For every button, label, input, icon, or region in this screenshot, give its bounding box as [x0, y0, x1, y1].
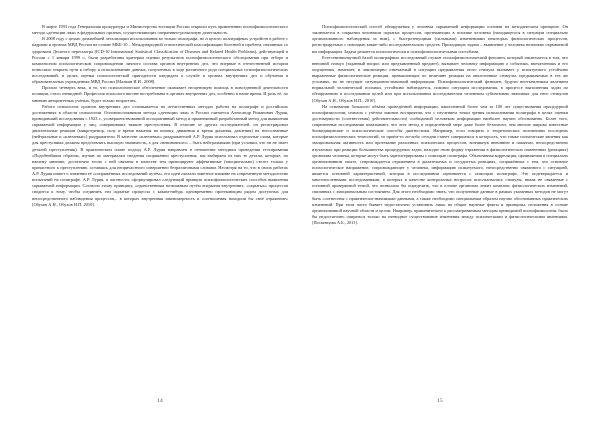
- paragraph: Психофизиологический способ обнаружения у человека скрываемой информации основан на методическом принципе. Он заключается в сокрытии человеком скрытых процессов, протекающих в психике человека (находящегося в ситуации специально организованного наблюдения за ним), с быстротекущими (сильными) изменениями некоторых физиологических процессов, регистрируемых с помощью какие-либо исследовательских средств. Приходящих задача – выявление у человека возможно скрываемой им информации. Задача решается психологически и психофизиологическими способами.: [312, 24, 568, 54]
- paragraph: Естественнонаучной базой полиграфных исследований служит психофизиологический феномен, который заключается в том, что внешний стимул (заданный вопрос или предъявленный предмет), вызывает человеку информацию о событиях, впечатлениях и его ощущениях, намекает, и закономерно отвечаемый в ситуации предъявления этого стимула вызывает у испытуемого устойчиво выраженные физиологические реакции, превышающие по величине реакции на аналогичные стимулы, предъявляемые в тех же условиях, но не несущие ситуационно-значимой информации. Психофизиологический феномен, будучи неотъемлемым явлением нормальной человеческой психики, устойчиво наблюдается, помимо ситуации исследования, в процессе выполнения задач по обнаружению в исследовании целей или при использовании исследователем человеком субъективно значимых для него стимулов [Обухов А.Н., Обухов И.П., 2010].: [312, 54, 568, 103]
- paragraph: Прошло четверть века, и то, что психологическое обеспечение оказывает неоценимую помощь в повседневной деятельности полиции, стало очевидной. Профессия психолога вполне востребована в органах внутренних дел, особенно в наше время. И роль её, по мнению авторитетных учёных, будет только возрастать.: [32, 85, 288, 103]
- left-page-text: [32, 24, 288, 384]
- paragraph: Работа психологов органов внутренних дел основывается на отечественных методах работы на полиграфе и российских достижениях в области психологии. Основоположником метода «детекции лжи» в России считается Александр Романович Лурия, проводивший исследования с 1923 г., усовершенствованной ассоциативный метод и применяемый разработанный метод для выявления скрываемой информации у лиц, совершивших тяжкие преступления. В отличие от других исследователей, он регистрировал двигательные реакции (микротремор, силу и время нажатия на кнопку, движения и время дыхания, давления) на неосознанные (нейтральные и «ключевые») раздражители. В качестве «ключевых» раздражителей А.Р. Лурия использовал отдельные слова, которые для преступника должны представлять высокую значимость, а для «невиновного» – быть нейтральными (при условии, что он не знает деталей преступления). В практическом плане подход А.Р. Лурия направлен в отношении методики проведения тестирования «Подобнейшим образом, изучив по материалам сведения сопряжённо преступления, мы выбираем из них те детали, которые, по нашему мнению, достаточно тесно с ней связаны в качестве тем провоцируют аффективные (эмоционально) стелет только у причастного к преступлению, оставаясь для непричастного совершенно безразличными словами. Несмотря на то, что в своих работах А.Р. Лурия пишет о значении её «сопряжённых исследований путём», его идеи оказали заметное влияние на современную методологию испытаний на полиграфе. А.Р. Лурия, в частности, сформулировал следующий принцип психофизиологических способов выявления скрываемой информации. Согласно этому принципу, «единственным возможным путём вскрытия внутренних, «скрытых» процессов сводится к тому, чтобы соединить эти скрытые процессы с каким-нибудь одновременно протекающим рядом доступных для непосредственного наблюдения процессов,.. в которых внутренняя закономерность и соотношения находили бы своё отражение» [Обухов А.Н., Обухов И.П. 2010].: [32, 103, 288, 207]
- right-page-number: 15: [437, 398, 443, 404]
- left-page: [32, 24, 288, 384]
- left-page-number: 14: [157, 398, 163, 404]
- paragraph: На основании большого объёма проведённой информации, накопленной более чем за 100 лет существования процедурной психофизиологии, сначала с учётом законов восприятия, что с изучением точки зрения использования полиграфа в целях оценки достоверности (соответствия) действительности) сообщаемой человеком информации наиболее научно обоснованно. Более того, современные исследования показывают, что этот метод в определённой мере даже более безопасен, чем многие широко известные биомедицинские и психологические способы диагностики. Например, если говорить о теоретических положениях последних психофизиологических технологий, то приём-то ли-либо сегодня станет совершаться в которость, что также психические явления как эмоциональная активность или протекание различных психических процессов, возникнув внешнюю и памятью, непосредственно изучаемых при реакции большинства процедурных задач, находит свою форму отражения в физиологических изменениях (реакциях) организма человека, которые могут быть зарегистрированы с помощью полиграфа. Объективная корреляция, проявляемая в специально организованном опыте, сопровождается отражением в дыхательных и сосудистых реакциях, сопряжённых с тем, что основное психологическое напряжение, сопровождающее у человека, информацию испытуемого, непосредственно связанного с ситуацией, является основной характеристикой, которая в исследовании оценивается с помощью полиграфа. Это подтверждается и многочисленными исследованиями, в которых в качестве контрольных вопросов использовались стимулы, никак не связанные с основной проверяемой темой, что позволило бы определить, что в основе организма лежит комплекс физиологических изменений, связанных с эмоциональным состоянием. Для этого необходимо знать, что полученные данные в рамках указанных методов не могут быть соотнесены с практически-значимыми данными, а также необходимо специальным образом научно обоснованных практических изменений. При этом часто бывает недостаточно установить лишь на общие научные факты и принципы, изложения в основе организованной научной области и целом. Например, применительно к рассматриваемым методам приводимой психофизиологии, было бы недостаточно опираться только на очевидное существование изменения между психическими и физиологическими явлениями. [Поскенцова А.Б., 2011].: [312, 103, 568, 225]
- paragraph: В 2008 году с целью дальнейшей легализации использования во только полиграфа, но и целого полиграфных устройств в работе с кадрами и органах МВД России на основе МКБ-10 – Международной статистической классификации болезней и проблем, связанных со здоровьем Десятого пересмотра (ICD-10 International Statistical Classification of Diseases and Related Health Problems), действующей в России с 1 января 1999 г., были разработаны критерии оценки результатов психофизиологического обследования при отборе и комплексном психологическом сопровождении личного состава органов внутренних дел, что впервые в отечественной истории позволило открыть пути к отбору и использованию данных, полученных в ходе различного рода специальных психофизиологических исследований, в целях оценки психологической пригодности кандидата к службе в органах внутренних дел и обучения в образовательных учреждениях МВД России [Малкин И.И., 2008].: [32, 36, 288, 85]
- right-page-text: [312, 24, 568, 384]
- right-page: [312, 24, 568, 384]
- paragraph: В марте 1993 года Генеральная прокуратура и Министерство юстиции России открыли путь применению психофизиологического метода «детекции лжи» в федеральных органах, осуществляющих оперативно-розыскную деятельность.: [32, 24, 288, 36]
